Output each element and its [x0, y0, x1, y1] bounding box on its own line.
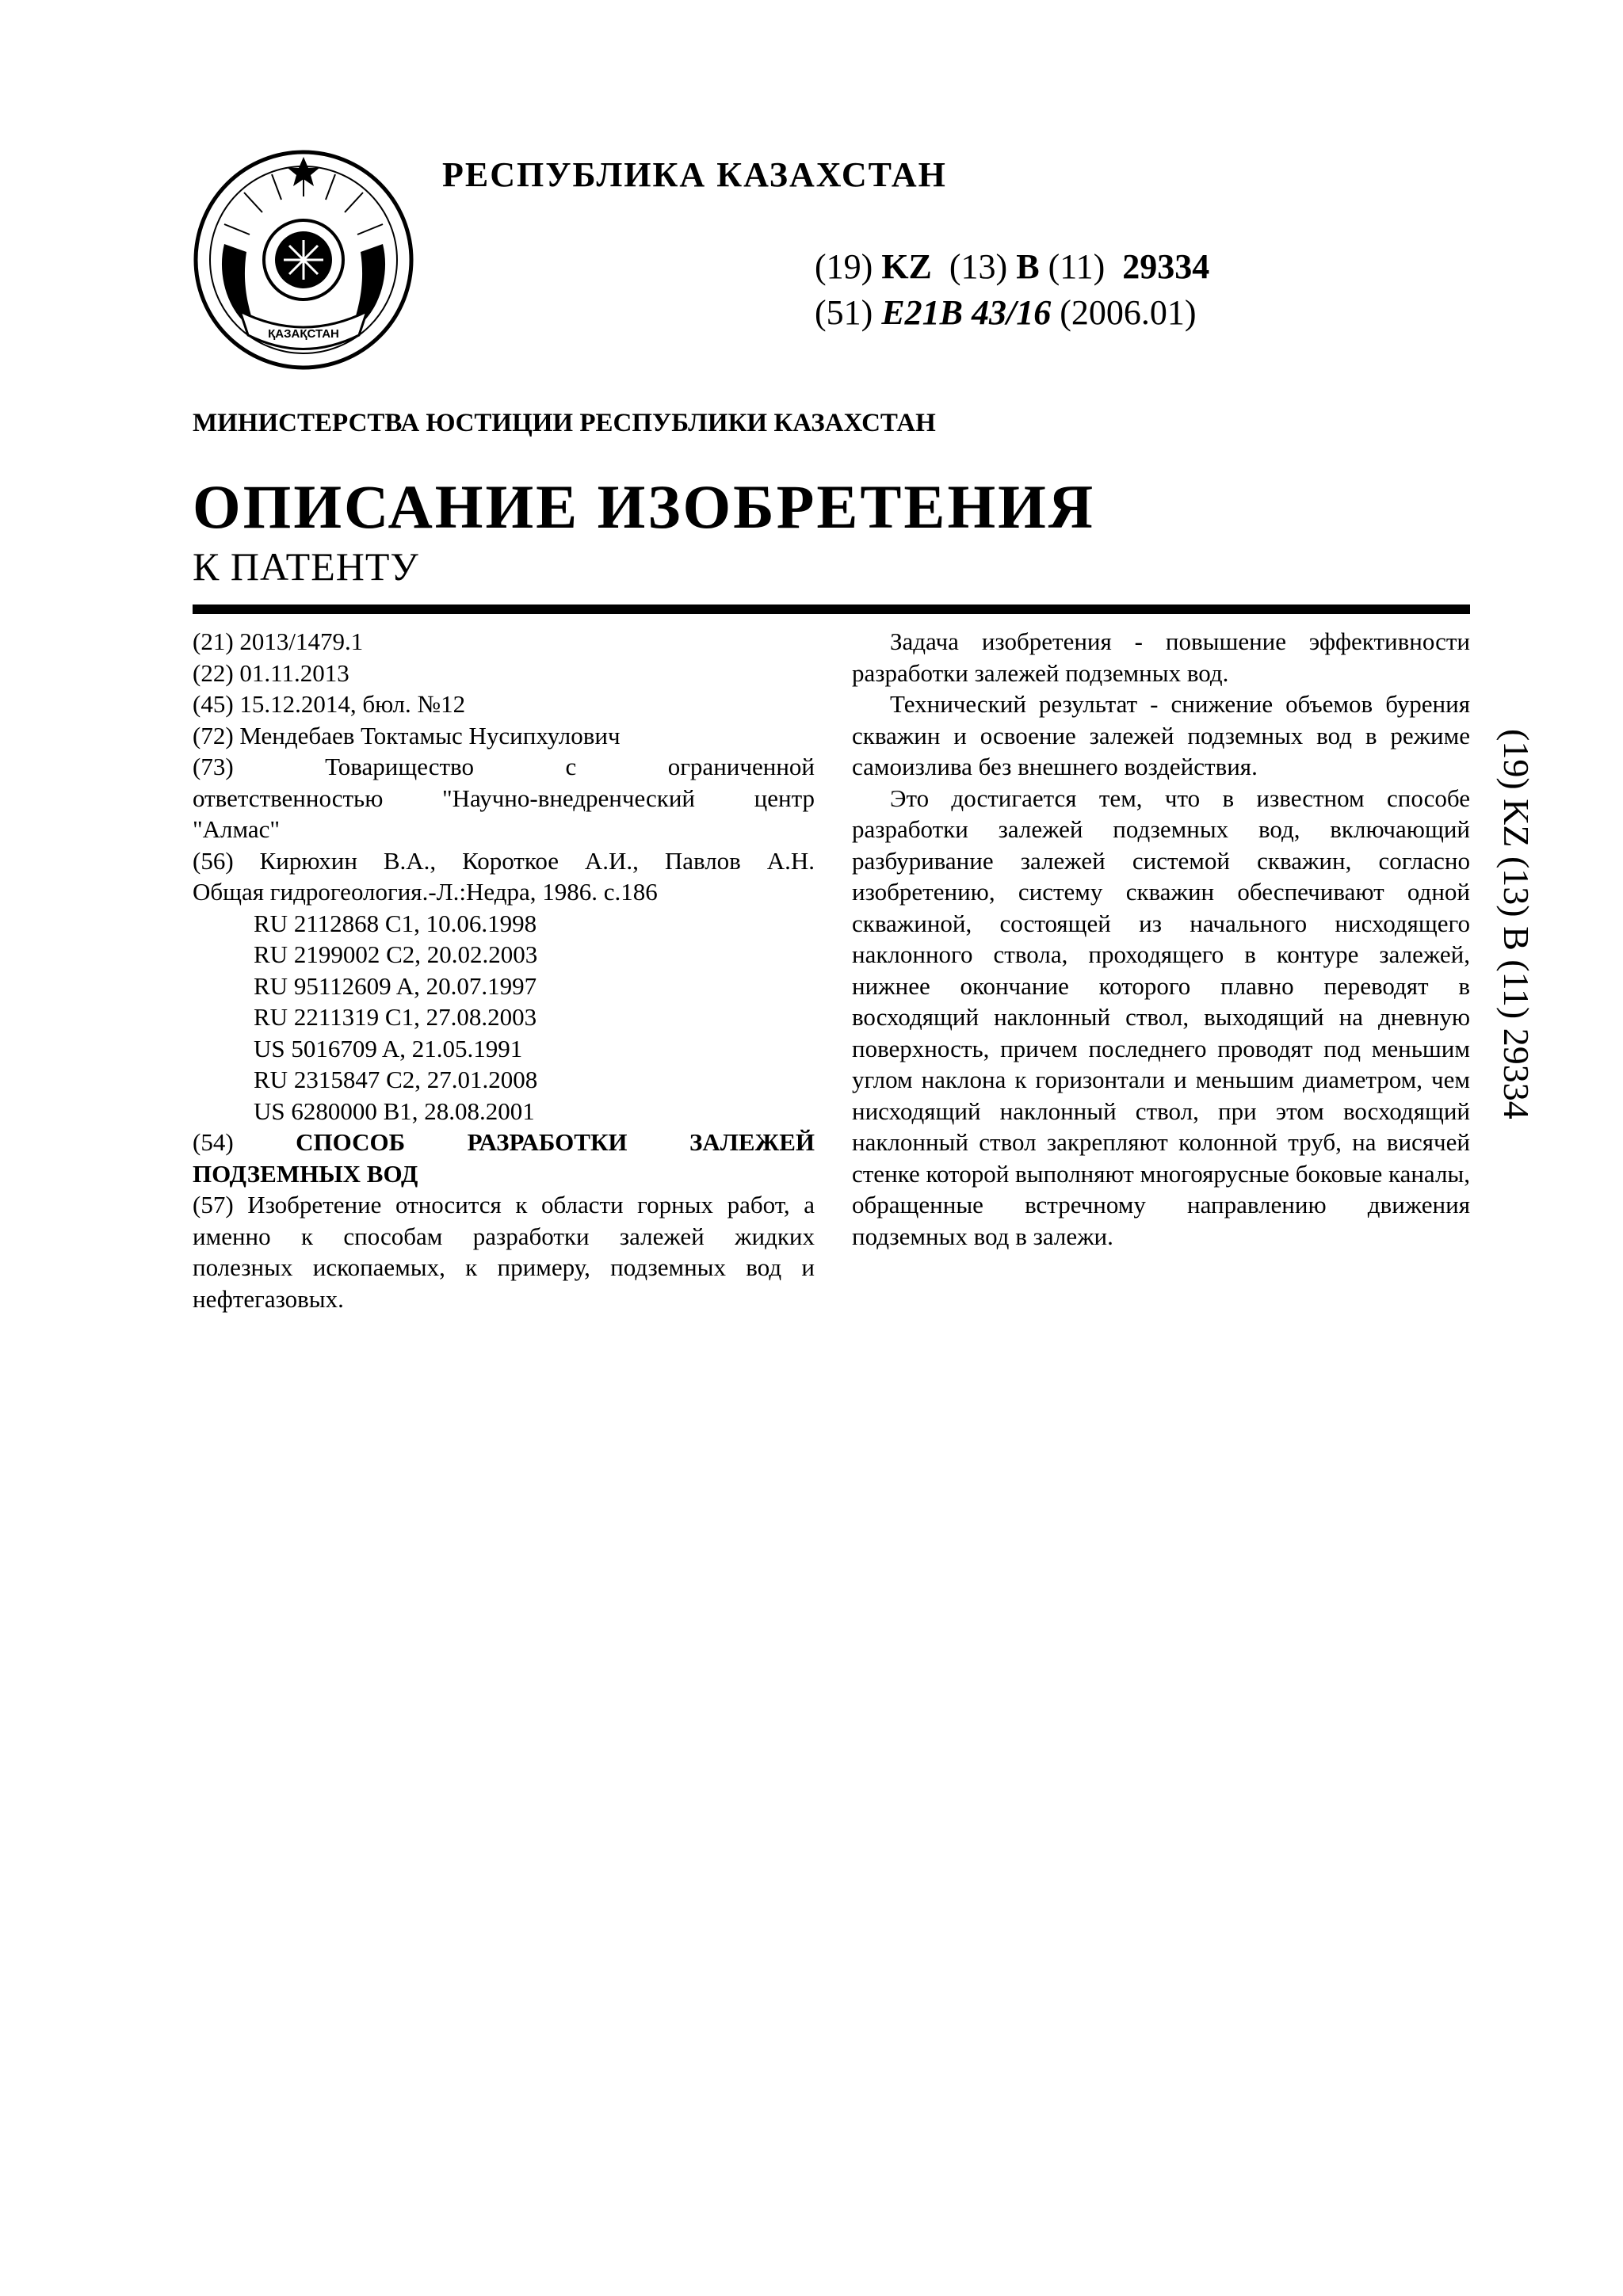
reference-item: RU 2199002 C2, 20.02.2003 [254, 940, 538, 968]
ipc-class: E21B 43/16 [881, 293, 1052, 332]
field-54-code: (54) [193, 1128, 234, 1156]
ministry-heading: МИНИСТЕРСТВА ЮСТИЦИИ РЕСПУБЛИКИ КАЗАХСТАН [193, 409, 936, 437]
field-56-line1: (56) Кирюхин В.А., Короткое А.И., Павлов А.Н. [193, 846, 815, 875]
country-code: KZ [881, 247, 932, 286]
abstract-paragraph-result: Технический результат - снижение объемов бурения скважин и освоение залежей подземных вод в режиме самоизлива без внешнего воздействия. [852, 690, 1470, 780]
reference-item: RU 2112868 C1, 10.06.1998 [254, 909, 537, 937]
field-54-line1 [193, 1127, 815, 1158]
patent-codes [815, 244, 1209, 336]
page-subtitle: К ПАТЕНТУ [193, 544, 419, 589]
abstract-paragraph-objective: Задача изобретения - повышение эффективности разработки залежей подземных вод. [852, 627, 1470, 687]
reference-item: RU 2315847 C2, 27.01.2008 [254, 1066, 538, 1093]
code-51: (51) [815, 293, 873, 332]
emblem-label: ҚАЗАҚСТАН [268, 327, 339, 341]
code-19: (19) [815, 247, 873, 286]
kazakhstan-emblem [193, 149, 414, 371]
abstract-column [852, 626, 1470, 1252]
reference-item: US 5016709 A, 21.05.1991 [254, 1034, 523, 1062]
patent-code-line [815, 244, 1209, 290]
document-kind: B [1016, 247, 1040, 286]
code-11: (11) [1048, 247, 1106, 286]
ipc-version: (2006.01) [1060, 293, 1197, 332]
republic-heading: РЕСПУБЛИКА КАЗАХСТАН [442, 155, 947, 194]
reference-item: RU 95112609 A, 20.07.1997 [254, 971, 537, 1000]
field-72: (72) Мендебаев Токтамыс Нусипхулович [193, 721, 621, 749]
invention-title-line2: ПОДЗЕМНЫХ ВОД [193, 1159, 418, 1188]
invention-title-line1: СПОСОБ РАЗРАБОТКИ ЗАЛЕЖЕЙ [296, 1128, 815, 1156]
page-title: ОПИСАНИЕ ИЗОБРЕТЕНИЯ [193, 472, 1096, 541]
field-22: (22) 01.11.2013 [193, 658, 349, 687]
patent-number: 29334 [1122, 247, 1210, 286]
vertical-patent-id: (19) KZ (13) B (11) 29334 [1496, 729, 1537, 1119]
field-73-line1: (73) Товарищество с ограниченной [193, 753, 815, 780]
field-21: (21) 2013/1479.1 [193, 627, 364, 655]
field-73-line2: ответственностью "Научно-внедренческий центр [193, 784, 815, 812]
code-13: (13) [949, 247, 1008, 286]
abstract-paragraph-method: Это достигается тем, что в известном способе разработки залежей подземных вод, включающий разбуривание залежей системой скважин, согласно изобретению, систему скважин обеспечивают одной скважиной, состоящей из начального нисходящего наклонного ствола, проходящего в контуре залежей, нижнее окончание которого плавно переводят в восходящий наклонный ствол, выходящий на дневную поверхность, причем последнего проводят под меньшим углом наклона к горизонтали и меньшим диаметром, чем нисходящий наклонный ствол, при этом восходящий наклонный ствол закрепляют колонной труб, на висячей стенке которой выполняют многоярусные боковые каналы, обращенные встречному направлению движения подземных вод в залежи. [852, 784, 1470, 1250]
title-divider [193, 605, 1470, 614]
bibliographic-column [193, 626, 815, 1314]
ipc-line [815, 290, 1209, 336]
field-73-line3: "Алмас" [193, 815, 281, 843]
reference-item: RU 2211319 C1, 27.08.2003 [254, 1003, 537, 1031]
field-56-line2: Общая гидрогеология.-Л.:Недра, 1986. с.186 [193, 878, 658, 906]
field-57-abstract: (57) Изобретение относится к области горных работ, а именно к способам разработки залежей жидких полезных ископаемых, к примеру, подземных вод и нефтегазовых. [193, 1191, 815, 1313]
reference-item: US 6280000 B1, 28.08.2001 [254, 1097, 535, 1125]
field-45: (45) 15.12.2014, бюл. №12 [193, 690, 466, 718]
